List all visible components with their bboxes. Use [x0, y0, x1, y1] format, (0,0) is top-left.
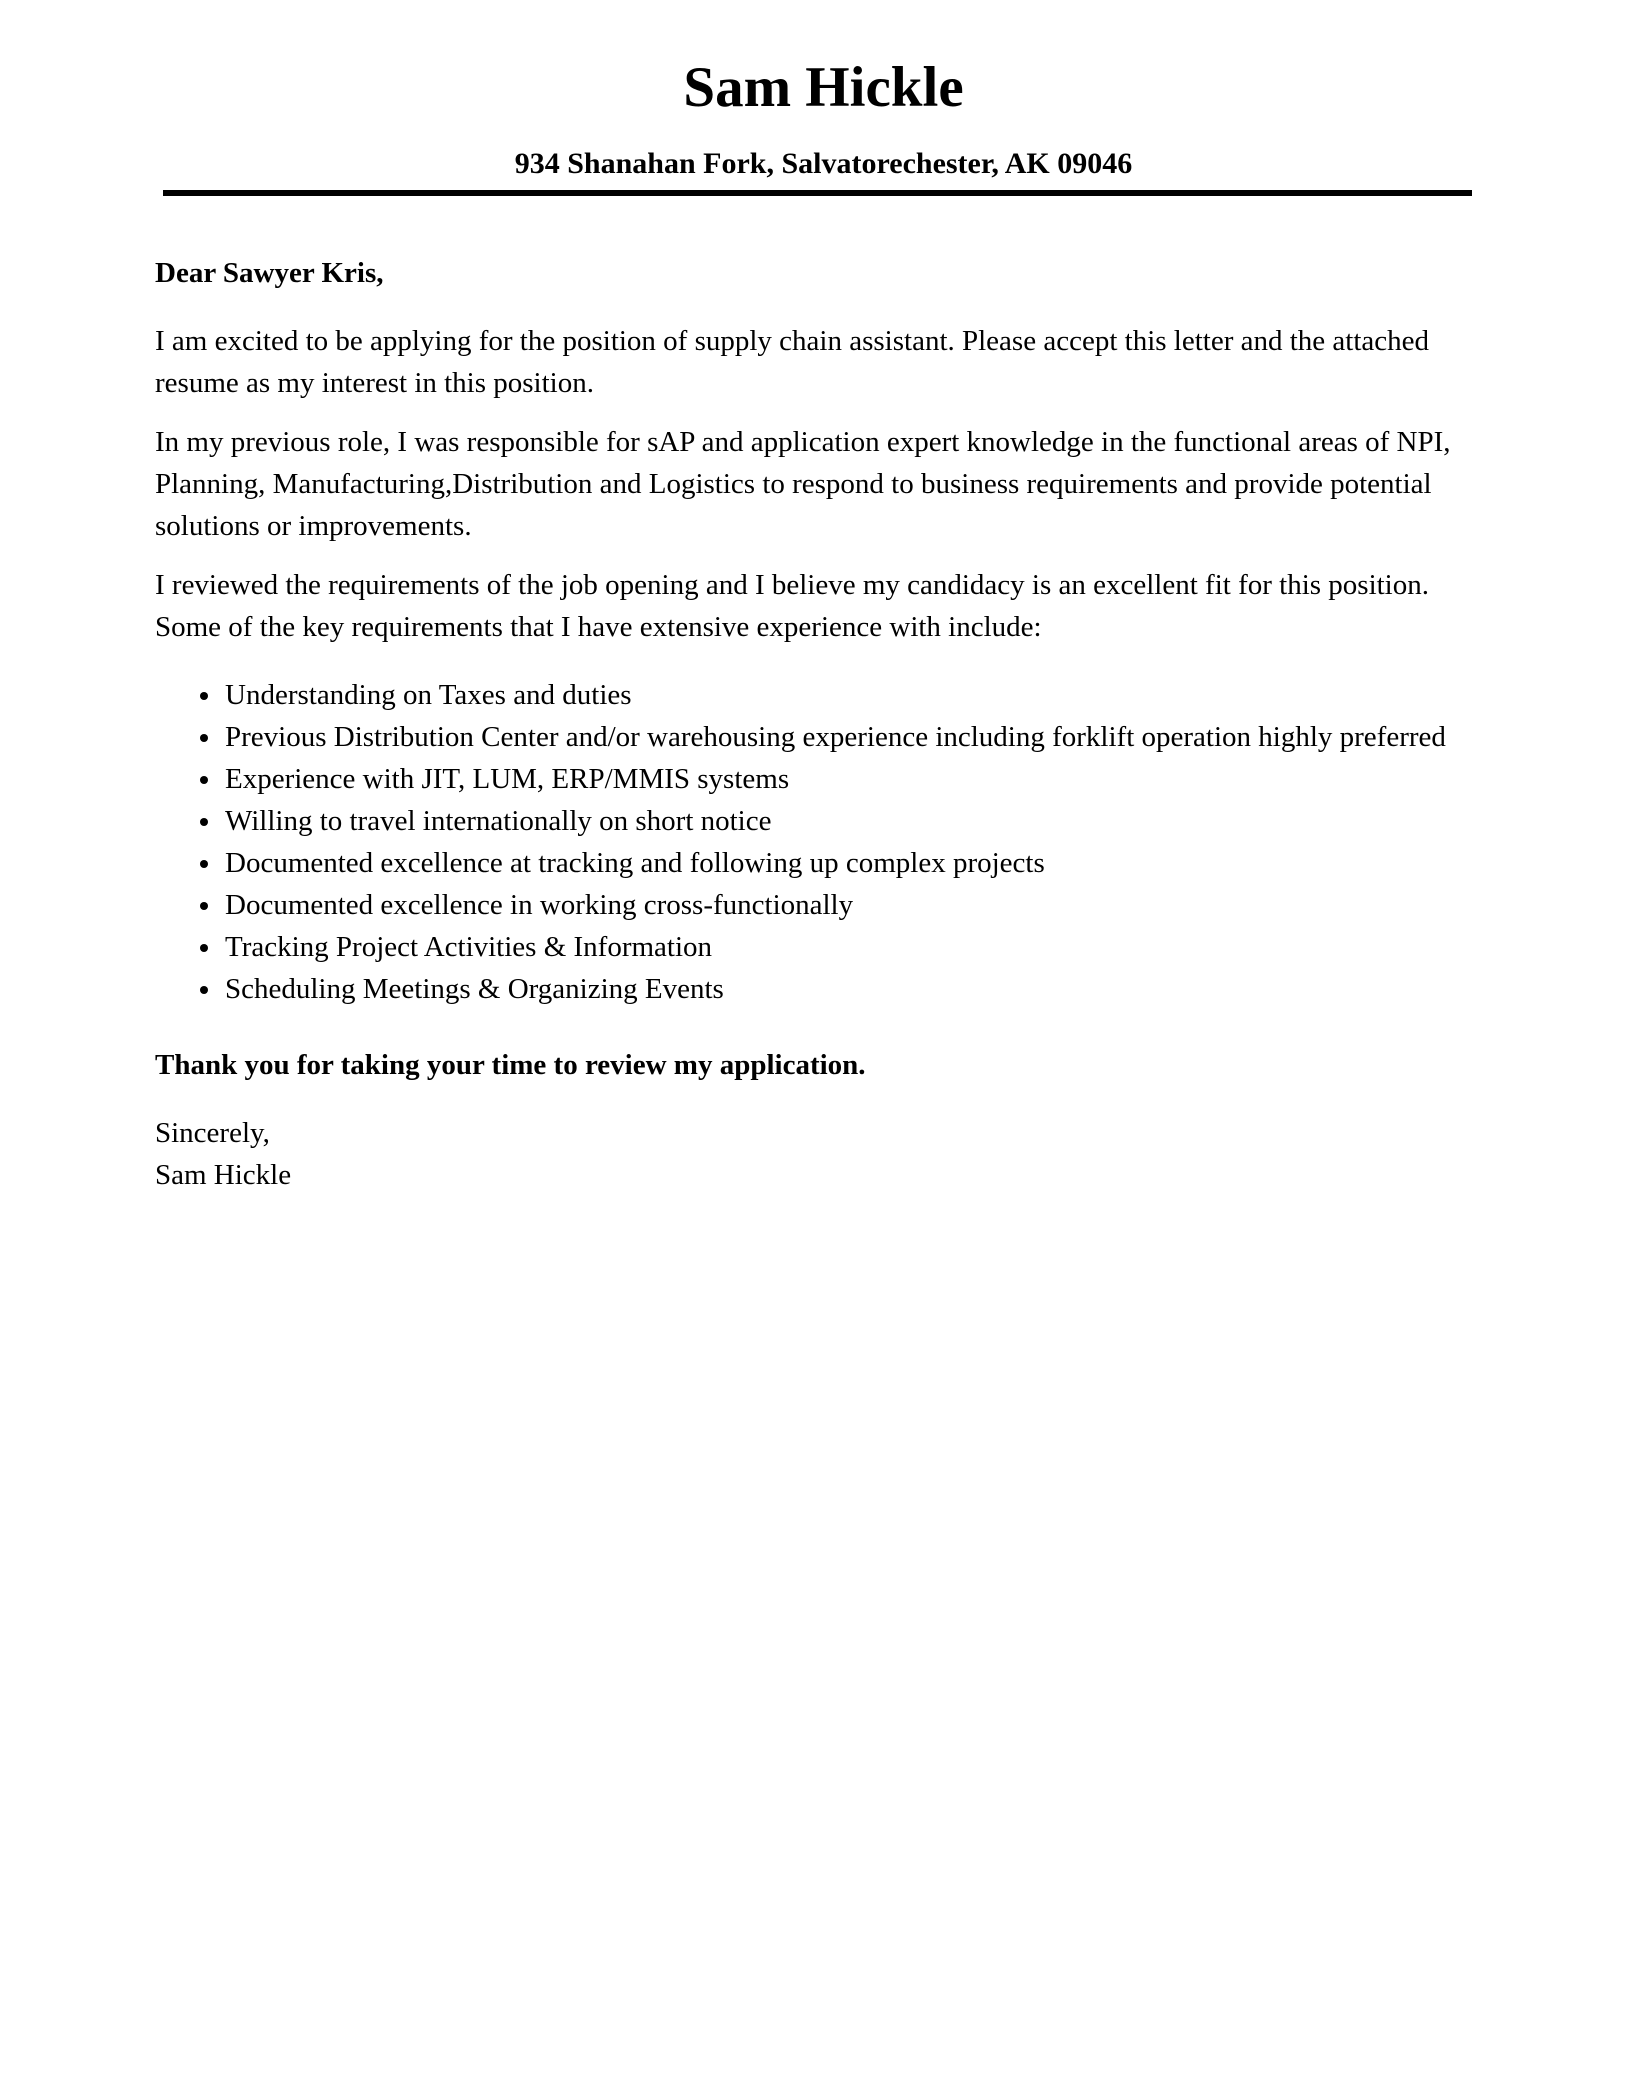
body-paragraph-experience: In my previous role, I was responsible for sAP and application expert knowledge in the functional areas of NPI, Planning, Manufacturing,Distribution and Logistics to respond to business requirements and provide potential solutions or improvements.: [155, 426, 1451, 543]
letter-body: [155, 252, 1492, 1196]
requirements-list: [155, 674, 1492, 1010]
salutation: Dear Sawyer Kris,: [155, 257, 384, 290]
requirement-item: • Scheduling Meetings & Organizing Events: [223, 968, 1492, 1010]
closing-block: [155, 1112, 1492, 1196]
thank-you-note: Thank you for taking your time to review my application.: [155, 1049, 866, 1082]
closing-salutation: Sincerely,: [155, 1117, 270, 1150]
letter-header: [155, 55, 1492, 196]
signature-name: Sam Hickle: [155, 1159, 292, 1192]
requirement-item: • Tracking Project Activities & Information: [223, 926, 1492, 968]
requirement-item: • Documented excellence in working cross-functionally: [223, 884, 1492, 926]
sender-name: Sam Hickle: [683, 56, 964, 119]
sender-address: 934 Shanahan Fork, Salvatorechester, AK 09046: [514, 146, 1133, 180]
requirement-item: • Experience with JIT, LUM, ERP/MMIS systems: [223, 758, 1492, 800]
requirement-item: • Willing to travel internationally on short notice: [223, 800, 1492, 842]
body-paragraph-intro: I am excited to be applying for the position of supply chain assistant. Please accept this letter and the attached resume as my interest in this position.: [155, 325, 1430, 400]
body-paragraph-requirements: I reviewed the requirements of the job opening and I believe my candidacy is an excellent fit for this position. Some of the key requirements that I have extensive experience with include:: [155, 569, 1429, 644]
requirement-item: • Understanding on Taxes and duties: [223, 674, 1492, 716]
header-divider: [163, 190, 1472, 196]
requirement-item: • Previous Distribution Center and/or warehousing experience including forklift operation highly preferred: [223, 716, 1492, 758]
requirement-item: • Documented excellence at tracking and following up complex projects: [223, 842, 1492, 884]
